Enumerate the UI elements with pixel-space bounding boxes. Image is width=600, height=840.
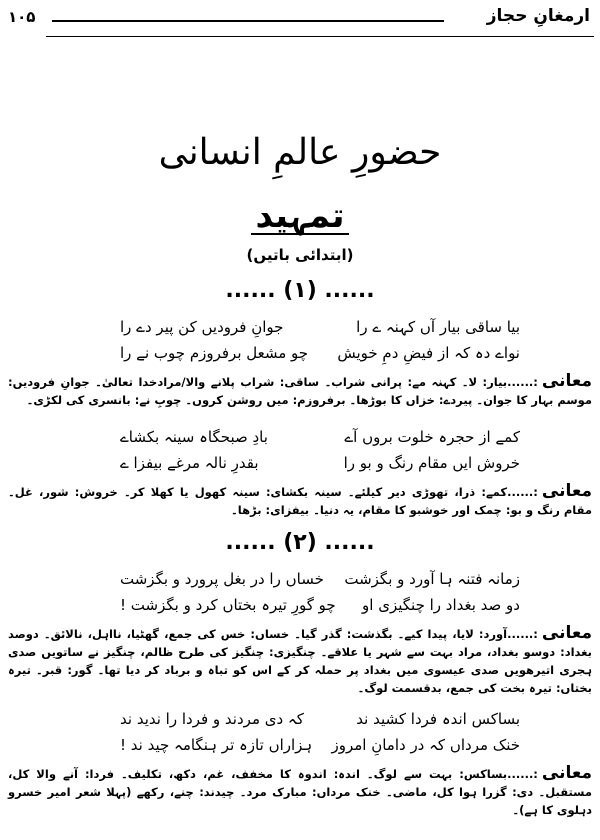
chapter-title: حضورِ عالمِ انسانی [158,132,442,173]
verse-hemistich-1: خنک مرداں کہ در دامانِ امروز [331,736,520,754]
section-heading [0,196,600,236]
glossary-text: :......بیار: لا۔ کہنہ مے: پرانی شراب۔ ساقی: شراب پلانے والا/مرادخدا تعالیٰ۔ جوانِ فرودیں: موسم بہار کا جوان۔ پیردے: خزاں کا بوڑھا۔ برفروزم: میں روشن کروں۔ چوبِ نے: بانسری کی لکڑی۔ [8,375,592,407]
section-heading-text: تمہید [251,199,348,235]
glossary-text: :......کمے: ذرا، تھوڑی دیر کیلئے۔ سینہ بکشای: سینہ کھول یا کھلا کر۔ خروش: شور، غل۔ مقام رنگ و بو: چمک اور خوشبو کا مقام، یہ دنیا۔ بیفزای: بڑھا۔ [8,485,592,517]
verse-hemistich-1: خروش ایں مقام رنگ و بو را [343,454,520,472]
verse-hemistich-1: نواے دہ کہ از فیضِ دمِ خویش [337,344,520,362]
page-number: ۱۰۵ [8,8,36,26]
header-line [52,20,444,22]
verse-hemistich-1: زمانہ فتنہ ہا آورد و بگزشت [344,570,520,588]
verse-line [120,736,520,760]
section-subheading: (ابتدائی باتیں) [246,246,354,264]
verse-hemistich-2: چو مشعل برفروزم چوب نے را [120,344,309,362]
glossary-note [8,624,592,708]
verse-line [120,428,520,452]
verse-line [120,570,520,594]
verse-hemistich-2: جوانِ فرودیں کن پیر دے را [120,318,284,336]
verse-hemistich-1: دو صد بغداد را چنگیزی او [362,596,520,614]
glossary-label: معانی [541,481,592,501]
verse-line [120,318,520,342]
page-header [6,6,594,40]
verse-hemistich-2: ہزاراں تازہ تر ہنگامہ چید ند ! [120,736,313,754]
verse-line [120,454,520,478]
verse-line [120,710,520,734]
verse-hemistich-2: کہ دی مردند و فردا را ندید ند [120,710,304,728]
header-rule [46,36,594,37]
glossary-note [8,482,592,526]
verse-hemistich-1: کمے از حجرہ خلوت بروں آے [344,428,520,446]
verse-hemistich-1: بساکس اندہ فردا کشید ند [356,710,520,728]
verse-hemistich-2: خساں را در بغل پرورد و بگزشت [120,570,324,588]
glossary-label: معانی [541,371,592,391]
stanza-number-2: ...... (۲) ...... [225,530,375,555]
glossary-note [8,764,592,834]
verse-hemistich-2: چو گورِ تیرہ بختاں کرد و بگزشت ! [120,596,336,614]
glossary-label: معانی [541,763,592,783]
glossary-label: معانی [541,623,592,643]
running-title: ارمغانِ حجاز [486,6,590,26]
stanza-number-1: ...... (۱) ...... [225,278,375,303]
verse-line [120,344,520,368]
glossary-text: :......آورد: لایا، پیدا کیے۔ بگذشت: گذر گیا۔ خساں: خس کی جمع، گھٹیا، نااہل، نالائق۔ دوصد بغداد: دوسو بغداد، مراد بہت سے شہر یا علاقے۔ چنگیزی: چنگیز کی طرح ظالم، چنگیز نے ساتویں صدی ہجری اتیرھویں صدی عیسوی میں بغداد پر حملہ کر کے اس کو تباہ و برباد کر دیا تھا۔ گور: قبر۔ تیرہ بختاں: تیرہ بخت کی جمع، بدقسمت لوگ۔ [8,627,592,695]
verse-hemistich-2: بادِ صبحگاہ سینہ بکشاے [120,428,268,446]
verse-hemistich-2: بقدرِ نالہ مرغے بیفزا ے [120,454,259,472]
glossary-text: :......بساکس: بہت سے لوگ۔ اندہ: اندوہ کا مخفف، غم، دکھ، تکلیف۔ فردا: آنے والا کل، مستقبل۔ دی: گزرا ہوا کل، ماضی۔ خنک مرداں: مبارک مرد۔ چیدند: چنے، رکھے (پہلا شعر امیر خسرو دہلوی کا ہے)۔ [8,767,592,817]
verse-hemistich-1: بیا ساقی بیار آں کہنہ ے را [356,318,520,336]
glossary-note [8,372,592,424]
verse-line [120,596,520,620]
